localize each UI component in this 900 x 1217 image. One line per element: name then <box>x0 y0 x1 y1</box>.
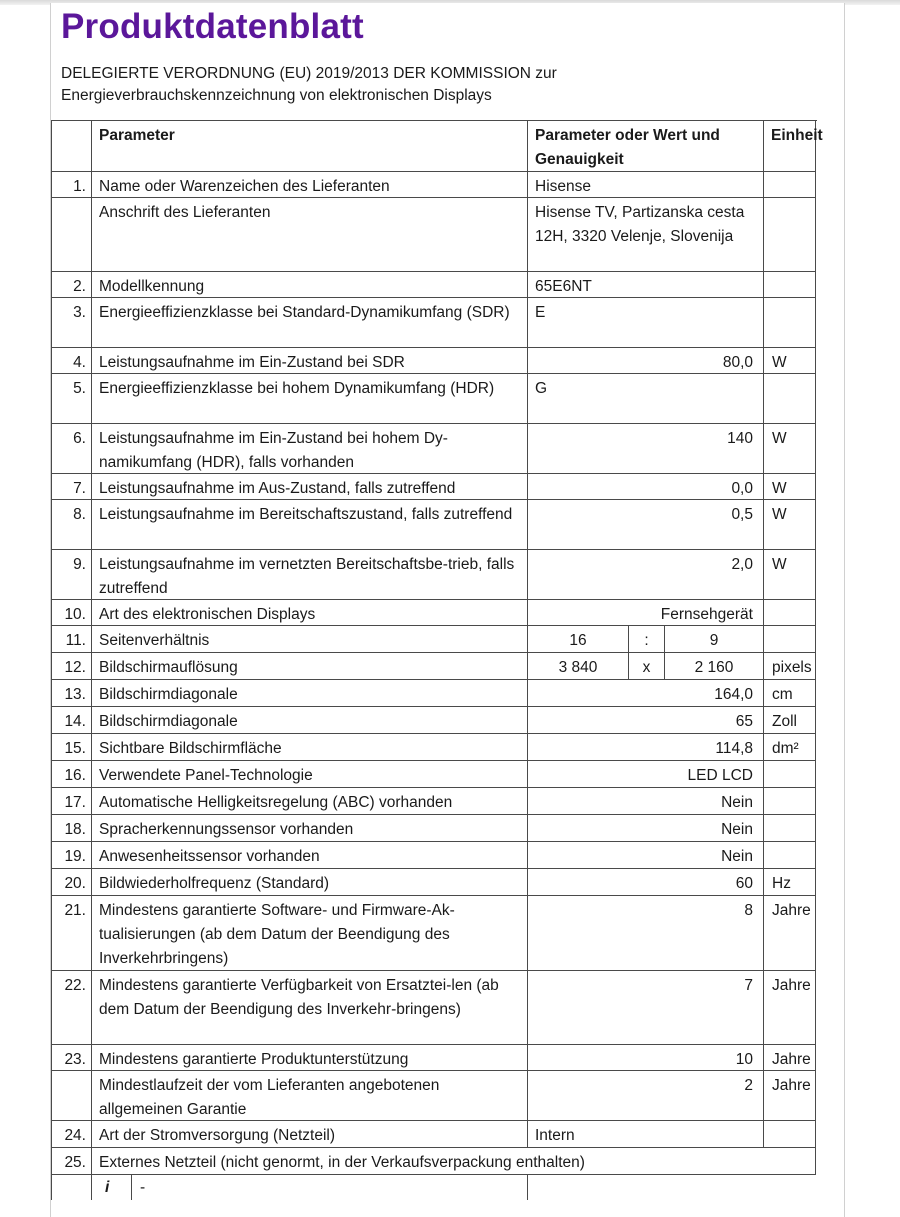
row-parameter: Leistungsaufnahme im Bereitschaftszustand, falls zutreffend <box>92 500 528 550</box>
row-number: 6. <box>52 424 92 474</box>
row-value: Nein <box>528 842 764 869</box>
row-number: 14. <box>52 707 92 734</box>
row-unit <box>764 761 816 788</box>
row-number: 10. <box>52 600 92 626</box>
row-value: 8 <box>528 896 764 971</box>
regulation-subtitle <box>61 63 821 107</box>
row-value: Nein <box>528 788 764 815</box>
row-number: 16. <box>52 761 92 788</box>
row-unit: Jahre <box>764 971 816 1045</box>
row-parameter: Automatische Helligkeitsregelung (ABC) vorhanden <box>92 788 528 815</box>
row-parameter: Seitenverhältnis <box>92 626 528 653</box>
row-unit: Jahre <box>764 1045 816 1071</box>
row-value: Nein <box>528 815 764 842</box>
row-value: Hisense TV, Partizanska cesta 12H, 3320 Velenje, Slovenija <box>528 198 764 272</box>
row-unit: cm <box>764 680 816 707</box>
row-parameter: Bildschirmdiagonale <box>92 680 528 707</box>
row-unit: Jahre <box>764 1071 816 1121</box>
header-parameter: Parameter <box>92 121 528 172</box>
row-number: 3. <box>52 298 92 348</box>
row-number: 23. <box>52 1045 92 1071</box>
row-unit: pixels <box>764 653 816 680</box>
row-parameter: Mindestens garantierte Verfügbarkeit von Ersatztei-len (ab dem Datum der Beendigung des Inverkehr-bringens) <box>92 971 528 1045</box>
resolution-separator: x <box>629 653 665 680</box>
resolution-height: 2 160 <box>665 653 764 680</box>
row-unit <box>764 842 816 869</box>
row-unit: W <box>764 550 816 600</box>
row-parameter: Name oder Warenzeichen des Lieferanten <box>92 172 528 198</box>
row-parameter: Leistungsaufnahme im Aus-Zustand, falls zutreffend <box>92 474 528 500</box>
row-value: Hisense <box>528 172 764 198</box>
aspect-ratio-width: 16 <box>528 626 629 653</box>
row-number: 17. <box>52 788 92 815</box>
row-value: 0,0 <box>528 474 764 500</box>
row-parameter: Mindestlaufzeit der vom Lieferanten angebotenen allgemeinen Garantie <box>92 1071 528 1121</box>
row-number: 5. <box>52 374 92 424</box>
row-parameter: Art der Stromversorgung (Netzteil) <box>92 1121 528 1148</box>
sub-item-value: - <box>140 1179 146 1196</box>
row-number: 15. <box>52 734 92 761</box>
row-unit: W <box>764 500 816 550</box>
row-number: 20. <box>52 869 92 896</box>
row-unit: W <box>764 474 816 500</box>
row-number: 9. <box>52 550 92 600</box>
row-unit: W <box>764 424 816 474</box>
sub-item-row <box>92 1175 528 1200</box>
row-number: 8. <box>52 500 92 550</box>
row-value: E <box>528 298 764 348</box>
row-value: 2 <box>528 1071 764 1121</box>
row-number: 13. <box>52 680 92 707</box>
row-number: 2. <box>52 272 92 298</box>
subtitle-line: DELEGIERTE VERORDNUNG (EU) 2019/2013 DER KOMMISSION zur <box>61 65 557 82</box>
row-parameter: Verwendete Panel-Technologie <box>92 761 528 788</box>
row-unit: W <box>764 348 816 374</box>
row-parameter: Bildwiederholfrequenz (Standard) <box>92 869 528 896</box>
row-value: Fernsehgerät <box>528 600 764 626</box>
aspect-ratio-height: 9 <box>665 626 764 653</box>
row-parameter: Leistungsaufnahme im vernetzten Bereitschaftsbe-trieb, falls zutreffend <box>92 550 528 600</box>
row-parameter: Energieeffizienzklasse bei Standard-Dynamikumfang (SDR) <box>92 298 528 348</box>
row-number: 22. <box>52 971 92 1045</box>
row-unit <box>764 374 816 424</box>
row-parameter: Anwesenheitssensor vorhanden <box>92 842 528 869</box>
row-value: 80,0 <box>528 348 764 374</box>
row-value: 60 <box>528 869 764 896</box>
row-unit <box>764 172 816 198</box>
row-unit <box>764 626 816 653</box>
row-number <box>52 1175 92 1200</box>
row-number: 21. <box>52 896 92 971</box>
row-number: 12. <box>52 653 92 680</box>
row-value: 114,8 <box>528 734 764 761</box>
row-unit: Zoll <box>764 707 816 734</box>
row-value: 65E6NT <box>528 272 764 298</box>
row-unit: dm² <box>764 734 816 761</box>
row-unit: Jahre <box>764 896 816 971</box>
row-parameter: Modellkennung <box>92 272 528 298</box>
row-unit <box>764 1121 816 1148</box>
row-unit <box>764 272 816 298</box>
row-value: 0,5 <box>528 500 764 550</box>
row-value: 164,0 <box>528 680 764 707</box>
row-parameter: Energieeffizienzklasse bei hohem Dynamikumfang (HDR) <box>92 374 528 424</box>
row-number: 4. <box>52 348 92 374</box>
row-parameter: Mindestens garantierte Produktunterstützung <box>92 1045 528 1071</box>
row-value: 140 <box>528 424 764 474</box>
row-value: Intern <box>528 1121 764 1148</box>
row-parameter: Leistungsaufnahme im Ein-Zustand bei SDR <box>92 348 528 374</box>
row-parameter: Bildschirmauflösung <box>92 653 528 680</box>
row-value: 10 <box>528 1045 764 1071</box>
aspect-ratio-separator: : <box>629 626 665 653</box>
product-data-table <box>51 120 823 1200</box>
row-parameter: Sichtbare Bildschirmfläche <box>92 734 528 761</box>
row-number: 11. <box>52 626 92 653</box>
subtitle-line: Energieverbrauchskennzeichnung von elektronischen Displays <box>61 87 492 104</box>
header-unit: Einheit <box>764 121 816 172</box>
row-parameter: Leistungsaufnahme im Ein-Zustand bei hohem Dy-namikumfang (HDR), falls vorhanden <box>92 424 528 474</box>
row-parameter: Mindestens garantierte Software- und Firmware-Ak-tualisierungen (ab dem Datum der Beendigung des Inverkehrbringens) <box>92 896 528 971</box>
row-value: 7 <box>528 971 764 1045</box>
row-parameter: Art des elektronischen Displays <box>92 600 528 626</box>
row-number: 19. <box>52 842 92 869</box>
row-unit <box>764 788 816 815</box>
resolution-width: 3 840 <box>528 653 629 680</box>
row-parameter: Externes Netzteil (nicht genormt, in der Verkaufsverpackung enthalten) <box>92 1148 816 1175</box>
sub-item-label: i <box>92 1175 132 1200</box>
row-value: 2,0 <box>528 550 764 600</box>
row-number: 1. <box>52 172 92 198</box>
row-number: 18. <box>52 815 92 842</box>
row-value: LED LCD <box>528 761 764 788</box>
row-value: 65 <box>528 707 764 734</box>
row-number: 25. <box>52 1148 92 1175</box>
row-parameter: Spracherkennungssensor vorhanden <box>92 815 528 842</box>
row-number <box>52 198 92 272</box>
row-parameter: Anschrift des Lieferanten <box>92 198 528 272</box>
row-unit <box>764 815 816 842</box>
header-number-cell <box>52 121 92 172</box>
row-number: 24. <box>52 1121 92 1148</box>
document-page <box>50 3 845 1217</box>
row-parameter: Bildschirmdiagonale <box>92 707 528 734</box>
row-unit <box>764 198 816 272</box>
row-unit: Hz <box>764 869 816 896</box>
page-title: Produktdatenblatt <box>61 7 364 46</box>
row-number: 7. <box>52 474 92 500</box>
header-value: Parameter oder Wert und Genauigkeit <box>528 121 764 172</box>
row-number <box>52 1071 92 1121</box>
row-value: G <box>528 374 764 424</box>
row-unit <box>764 298 816 348</box>
row-unit <box>764 600 816 626</box>
